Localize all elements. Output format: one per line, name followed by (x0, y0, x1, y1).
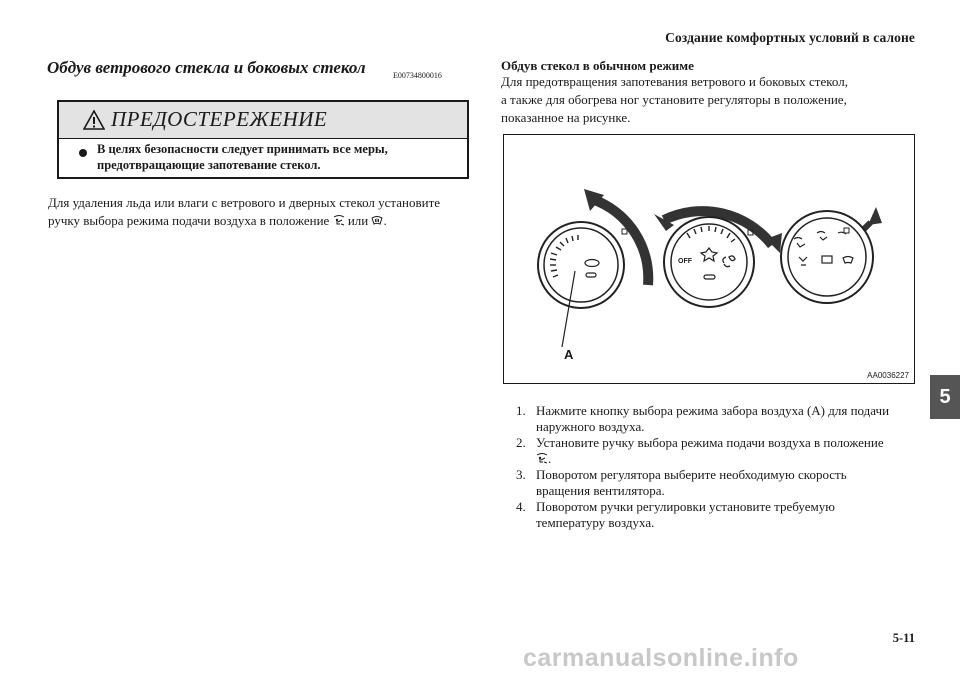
section-code: E00734800016 (393, 71, 442, 80)
figure-code: AA0036227 (867, 371, 909, 380)
step-number: 2. (516, 435, 526, 450)
step-text-end: . (548, 451, 552, 466)
chapter-tab: 5 (930, 375, 960, 419)
paragraph-line: показанное на рисунке. (501, 110, 631, 125)
windshield-foot-mode-icon (333, 214, 345, 226)
windshield-foot-mode-icon (536, 452, 548, 464)
step-line: Поворотом ручки регулировки установите требуемую (536, 499, 835, 514)
subsection-heading: Обдув стекол в обычном режиме (501, 58, 694, 73)
warning-text-line: В целях безопасности следует принимать все меры, (97, 142, 388, 156)
step-line: наружного воздуха. (536, 419, 645, 434)
right-paragraph (501, 73, 921, 127)
paragraph-text: ручку выбора режима подачи воздуха в положение (48, 213, 330, 228)
step-line: температуру воздуха. (536, 515, 655, 530)
running-header: Создание комфортных условий в салоне (665, 30, 915, 45)
section-title: Обдув ветрового стекла и боковых стекол (47, 58, 366, 77)
paragraph-line: Для удаления льда или влаги с ветрового и дверных стекол установите (48, 195, 441, 210)
warning-text-line: предотвращающие запотевание стекол. (97, 158, 321, 172)
warning-header (59, 102, 467, 139)
step-number: 4. (516, 499, 526, 514)
step-text (536, 467, 921, 499)
paragraph-line: а также для обогрева ног установите регуляторы в положение, (501, 92, 847, 107)
fan-speed-knob (664, 217, 754, 307)
step-line (536, 451, 921, 467)
page-number: 5-11 (892, 631, 915, 645)
step-number: 3. (516, 467, 526, 482)
warning-box (57, 100, 469, 179)
paragraph-line (48, 212, 478, 230)
step-line: Поворотом регулятора выберите необходимую скорость (536, 467, 847, 482)
paragraph-text: . (383, 213, 387, 228)
off-label: OFF (678, 258, 692, 265)
step-number: 1. (516, 403, 526, 418)
figure-label-a: A (564, 347, 574, 362)
mode-selector-knob (781, 211, 873, 303)
temperature-knob (538, 222, 627, 308)
paragraph-line: Для предотвращения запотевания ветрового и боковых стекол, (501, 74, 848, 89)
step-line: Нажмите кнопку выбора режима забора воздуха (A) для подачи (536, 403, 890, 418)
windshield-defrost-icon (371, 214, 383, 226)
climate-control-figure (503, 134, 915, 384)
warning-triangle-icon (83, 110, 105, 130)
step-line: вращения вентилятора. (536, 483, 665, 498)
paragraph-text: или (347, 213, 369, 228)
warning-title: ПРЕДОСТЕРЕЖЕНИЕ (111, 107, 328, 131)
bullet-icon (79, 149, 87, 157)
instruction-paragraph (48, 194, 478, 230)
step-line: Установите ручку выбора режима подачи воздуха в положение (536, 435, 884, 450)
step-text (536, 403, 921, 435)
step-text (536, 435, 921, 467)
step-text (536, 499, 921, 531)
watermark: carmanualsonline.info (523, 644, 799, 672)
climate-panel-illustration (504, 135, 913, 382)
